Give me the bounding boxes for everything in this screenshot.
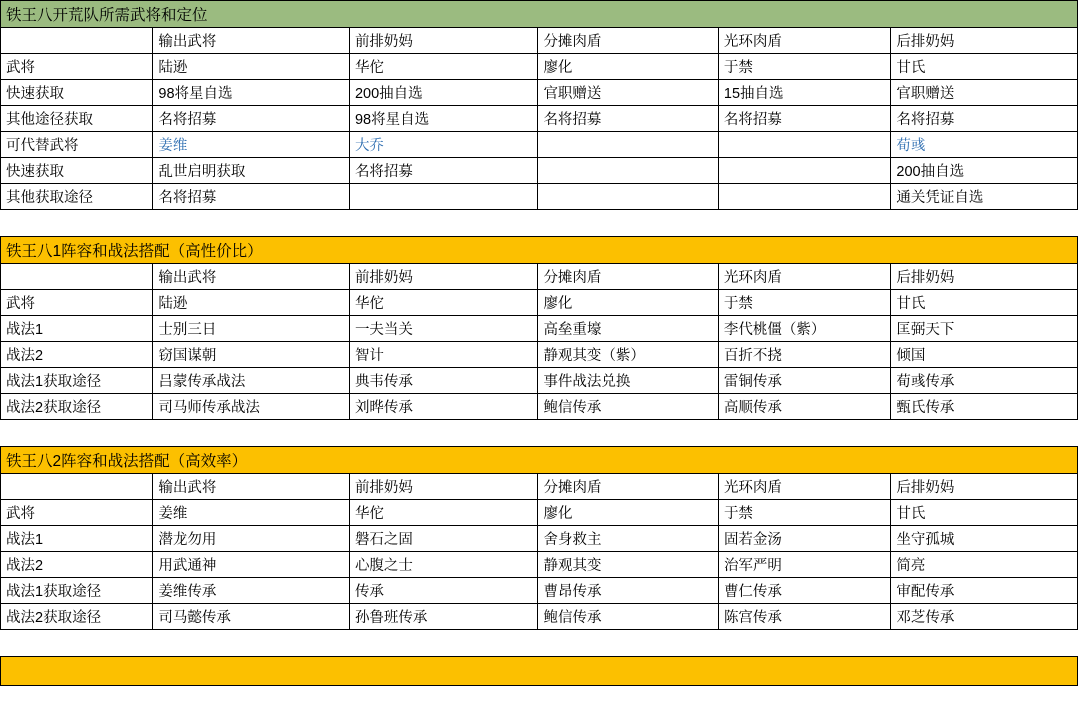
cell: 智计 bbox=[349, 342, 538, 368]
table-title: 铁王八2阵容和战法搭配（高效率） bbox=[1, 447, 1078, 474]
cell: 名将招募 bbox=[349, 158, 538, 184]
cell: 审配传承 bbox=[891, 578, 1078, 604]
column-header-front-healer: 前排奶妈 bbox=[349, 28, 538, 54]
section-spacer bbox=[0, 630, 1080, 656]
table-row bbox=[1, 290, 1078, 316]
row-header: 战法1 bbox=[1, 526, 153, 552]
row-header: 武将 bbox=[1, 54, 153, 80]
row-header: 战法2 bbox=[1, 552, 153, 578]
cell bbox=[718, 132, 890, 158]
cell: 大乔 bbox=[349, 132, 538, 158]
cell bbox=[349, 184, 538, 210]
table-row bbox=[1, 394, 1078, 420]
cell: 静观其变 bbox=[538, 552, 718, 578]
cell: 刘晔传承 bbox=[349, 394, 538, 420]
cell: 姜维传承 bbox=[153, 578, 350, 604]
column-header-aura-tank: 光环肉盾 bbox=[718, 474, 890, 500]
cell: 百折不挠 bbox=[718, 342, 890, 368]
table-row bbox=[1, 342, 1078, 368]
cell: 姜维 bbox=[153, 500, 350, 526]
row-header: 可代替武将 bbox=[1, 132, 153, 158]
row-header: 战法1 bbox=[1, 316, 153, 342]
cell: 固若金汤 bbox=[718, 526, 890, 552]
table-row bbox=[1, 316, 1078, 342]
table-row bbox=[1, 526, 1078, 552]
column-header-output: 输出武将 bbox=[153, 474, 350, 500]
table-column-header-row bbox=[1, 264, 1078, 290]
cell: 吕蒙传承战法 bbox=[153, 368, 350, 394]
cell: 名将招募 bbox=[891, 106, 1078, 132]
column-header-back-healer: 后排奶妈 bbox=[891, 28, 1078, 54]
cell: 邓芝传承 bbox=[891, 604, 1078, 630]
cell: 乱世启明获取 bbox=[153, 158, 350, 184]
corner-cell bbox=[1, 28, 153, 54]
row-header: 武将 bbox=[1, 290, 153, 316]
cell: 200抽自选 bbox=[891, 158, 1078, 184]
table-lineup-2 bbox=[0, 446, 1078, 630]
column-header-output: 输出武将 bbox=[153, 264, 350, 290]
section-spacer bbox=[0, 420, 1080, 446]
table-row bbox=[1, 500, 1078, 526]
row-header: 其他途径获取 bbox=[1, 106, 153, 132]
cell: 李代桃僵（紫） bbox=[718, 316, 890, 342]
cell: 传承 bbox=[349, 578, 538, 604]
column-header-front-healer: 前排奶妈 bbox=[349, 264, 538, 290]
cell: 官职赠送 bbox=[891, 80, 1078, 106]
cell: 窃国谋朝 bbox=[153, 342, 350, 368]
cell: 事件战法兑换 bbox=[538, 368, 718, 394]
cell: 舍身救主 bbox=[538, 526, 718, 552]
table-title-row bbox=[1, 447, 1078, 474]
table-row bbox=[1, 604, 1078, 630]
cell: 司马师传承战法 bbox=[153, 394, 350, 420]
cell: 200抽自选 bbox=[349, 80, 538, 106]
cell: 治军严明 bbox=[718, 552, 890, 578]
cell: 廖化 bbox=[538, 500, 718, 526]
column-header-share-tank: 分摊肉盾 bbox=[538, 28, 718, 54]
table-pioneer-lineup bbox=[0, 0, 1078, 210]
cell: 荀彧 bbox=[891, 132, 1078, 158]
cell: 于禁 bbox=[718, 500, 890, 526]
row-header: 武将 bbox=[1, 500, 153, 526]
column-header-back-healer: 后排奶妈 bbox=[891, 264, 1078, 290]
table-row bbox=[1, 158, 1078, 184]
cell: 15抽自选 bbox=[718, 80, 890, 106]
cell: 曹仁传承 bbox=[718, 578, 890, 604]
cell: 一夫当关 bbox=[349, 316, 538, 342]
cell: 磐石之固 bbox=[349, 526, 538, 552]
cell: 鲍信传承 bbox=[538, 394, 718, 420]
row-header: 其他获取途径 bbox=[1, 184, 153, 210]
column-header-share-tank: 分摊肉盾 bbox=[538, 264, 718, 290]
cell: 华佗 bbox=[349, 500, 538, 526]
cell: 名将招募 bbox=[153, 184, 350, 210]
cell: 高垒重壕 bbox=[538, 316, 718, 342]
cell: 司马懿传承 bbox=[153, 604, 350, 630]
section-spacer bbox=[0, 210, 1080, 236]
table-title: 铁王八开荒队所需武将和定位 bbox=[1, 1, 1078, 28]
cell: 甘氏 bbox=[891, 500, 1078, 526]
cell: 匡弼天下 bbox=[891, 316, 1078, 342]
row-header: 快速获取 bbox=[1, 80, 153, 106]
row-header: 战法1获取途径 bbox=[1, 368, 153, 394]
row-header: 战法2获取途径 bbox=[1, 604, 153, 630]
table-title-row bbox=[1, 1, 1078, 28]
table-title-row bbox=[1, 237, 1078, 264]
cell: 于禁 bbox=[718, 54, 890, 80]
cell: 陈宫传承 bbox=[718, 604, 890, 630]
column-header-back-healer: 后排奶妈 bbox=[891, 474, 1078, 500]
table-column-header-row bbox=[1, 28, 1078, 54]
cell: 倾国 bbox=[891, 342, 1078, 368]
cell: 潜龙勿用 bbox=[153, 526, 350, 552]
cell: 98将星自选 bbox=[349, 106, 538, 132]
cell bbox=[538, 158, 718, 184]
table-row bbox=[1, 578, 1078, 604]
cell: 静观其变（紫） bbox=[538, 342, 718, 368]
cell: 荀彧传承 bbox=[891, 368, 1078, 394]
table-lineup-1 bbox=[0, 236, 1078, 420]
cell: 典韦传承 bbox=[349, 368, 538, 394]
cell bbox=[538, 132, 718, 158]
cell: 98将星自选 bbox=[153, 80, 350, 106]
table-row bbox=[1, 54, 1078, 80]
corner-cell bbox=[1, 474, 153, 500]
row-header: 战法2 bbox=[1, 342, 153, 368]
cell: 通关凭证自选 bbox=[891, 184, 1078, 210]
cell: 孙鲁班传承 bbox=[349, 604, 538, 630]
column-header-front-healer: 前排奶妈 bbox=[349, 474, 538, 500]
cell: 华佗 bbox=[349, 54, 538, 80]
cell: 用武通神 bbox=[153, 552, 350, 578]
table-row bbox=[1, 80, 1078, 106]
cell: 简亮 bbox=[891, 552, 1078, 578]
table-title: 铁王八1阵容和战法搭配（高性价比） bbox=[1, 237, 1078, 264]
cell: 廖化 bbox=[538, 54, 718, 80]
cell: 华佗 bbox=[349, 290, 538, 316]
cell: 陆逊 bbox=[153, 54, 350, 80]
table-column-header-row bbox=[1, 474, 1078, 500]
row-header: 战法2获取途径 bbox=[1, 394, 153, 420]
cell: 高顺传承 bbox=[718, 394, 890, 420]
cell: 甄氏传承 bbox=[891, 394, 1078, 420]
corner-cell bbox=[1, 264, 153, 290]
table-row bbox=[1, 106, 1078, 132]
cell: 士别三日 bbox=[153, 316, 350, 342]
cell: 陆逊 bbox=[153, 290, 350, 316]
column-header-share-tank: 分摊肉盾 bbox=[538, 474, 718, 500]
cell: 甘氏 bbox=[891, 290, 1078, 316]
table-row bbox=[1, 368, 1078, 394]
row-header: 快速获取 bbox=[1, 158, 153, 184]
row-header: 战法1获取途径 bbox=[1, 578, 153, 604]
cell: 于禁 bbox=[718, 290, 890, 316]
cell: 姜维 bbox=[153, 132, 350, 158]
cell: 坐守孤城 bbox=[891, 526, 1078, 552]
column-header-output: 输出武将 bbox=[153, 28, 350, 54]
column-header-aura-tank: 光环肉盾 bbox=[718, 28, 890, 54]
table-row bbox=[1, 184, 1078, 210]
cell: 鲍信传承 bbox=[538, 604, 718, 630]
cell: 曹昂传承 bbox=[538, 578, 718, 604]
table-row bbox=[1, 132, 1078, 158]
cell: 名将招募 bbox=[538, 106, 718, 132]
cell bbox=[718, 184, 890, 210]
cell: 名将招募 bbox=[718, 106, 890, 132]
table-row bbox=[1, 552, 1078, 578]
cell bbox=[718, 158, 890, 184]
cell: 雷铜传承 bbox=[718, 368, 890, 394]
column-header-aura-tank: 光环肉盾 bbox=[718, 264, 890, 290]
cell: 心腹之士 bbox=[349, 552, 538, 578]
cell: 廖化 bbox=[538, 290, 718, 316]
cell: 甘氏 bbox=[891, 54, 1078, 80]
footer-banner bbox=[0, 656, 1078, 686]
cell bbox=[538, 184, 718, 210]
cell: 名将招募 bbox=[153, 106, 350, 132]
cell: 官职赠送 bbox=[538, 80, 718, 106]
